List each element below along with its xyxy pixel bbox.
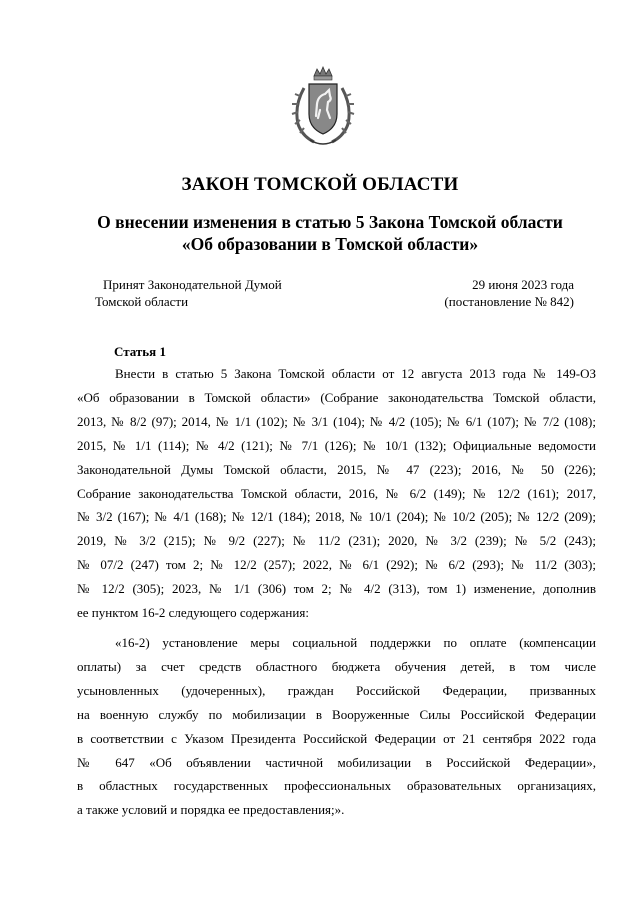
adopted-by-block [95,276,282,310]
subtitle-line: О внесении изменения в статью 5 Закона Томской области [97,212,563,232]
paragraph-line: оплаты) за счет средств областного бюджета обучения детей, в том числе [77,658,596,674]
adopted-date-block [444,276,574,310]
tomsk-oblast-coat-of-arms-icon [290,66,356,152]
paragraph-line: в соответствии с Указом Президента Российской Федерации от 21 сентября 2022 года [77,730,596,746]
adopted-resolution-line: (постановление № 842) [444,294,574,309]
paragraph-line: а также условий и порядка ее предоставления;». [77,802,345,818]
paragraph-line: на военную службу по мобилизации в Вооруженные Силы Российской Федерации [77,706,596,722]
paragraph-line: «16-2) установление меры социальной поддержки по оплате (компенсации [115,635,596,650]
document-subtitle [40,211,620,255]
paragraph-line: усыновленных (удочеренных), граждан Российской Федерации, призванных [77,682,596,698]
paragraph-line: Внести в статью 5 Закона Томской области от 12 августа 2013 года № 149-ОЗ [115,366,596,381]
paragraph-line: Собрание законодательства Томской области, 2016, № 6/2 (149); № 12/2 (161); 2017, [77,485,596,501]
paragraph-line: в областных государственных профессиональных образовательных организациях, [77,778,596,794]
paragraph-line: 2019, № 3/2 (215); № 9/2 (227); № 11/2 (231); 2020, № 3/2 (239); № 5/2 (243); [77,533,596,549]
paragraph-line: ее пунктом 16-2 следующего содержания: [77,605,309,621]
paragraph-line: № 647 «Об объявлении частичной мобилизации в Российской Федерации», [77,754,596,770]
paragraph-line: 2013, № 8/2 (97); 2014, № 1/1 (102); № 3/1 (104); № 4/2 (105); № 6/1 (107); № 7/2 (108); [77,413,596,429]
paragraph-line: № 3/2 (167); № 4/1 (168); № 12/1 (184); 2018, № 10/1 (204); № 10/2 (205); № 12/2 (209); [77,509,596,525]
paragraph-line: «Об образовании в Томской области» (Собрание законодательства Томской области, [77,389,596,405]
paragraph-line: Законодательной Думы Томской области, 2015, № 47 (223); 2016, № 50 (226); [77,461,596,477]
paragraph-line: 2015, № 1/1 (114); № 4/2 (121); № 7/1 (126); № 10/1 (132); Официальные ведомости [77,437,596,453]
paragraph-line: № 12/2 (305); 2023, № 1/1 (306) том 2; № 4/2 (313), том 1) изменение, дополнив [77,581,596,597]
article-paragraph-2 [77,631,596,822]
paragraph-line: № 07/2 (247) том 2; № 12/2 (257); 2022, № 6/1 (292); № 6/2 (293); № 11/2 (303); [77,557,596,573]
article-heading: Статья 1 [114,344,166,359]
adopted-by-line: Томской области [95,294,189,309]
subtitle-line: «Об образовании в Томской области» [181,234,479,254]
adopted-by-line: Принят Законодательной Думой [103,277,282,292]
adopted-date-line: 29 июня 2023 года [472,277,574,292]
document-title: ЗАКОН ТОМСКОЙ ОБЛАСТИ [181,174,459,195]
article-paragraph-1 [77,362,596,625]
